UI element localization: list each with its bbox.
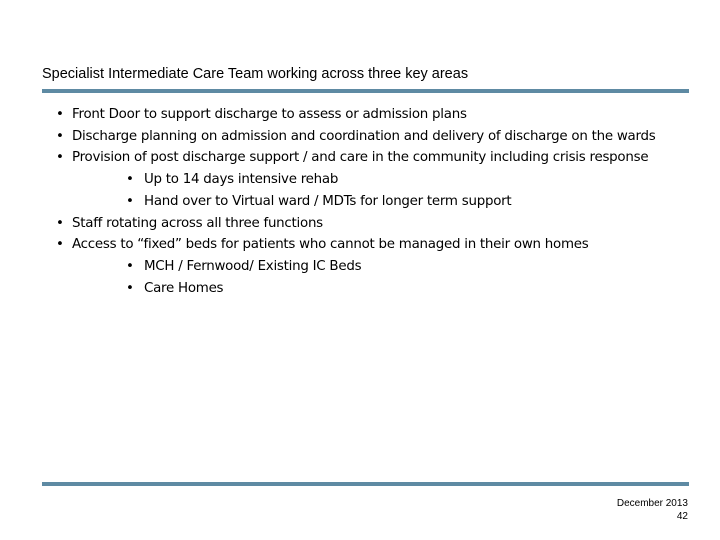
list-item <box>48 213 688 235</box>
bullet-icon: • <box>56 215 64 231</box>
bullet-icon: • <box>126 172 134 188</box>
list-item-text: Front Door to support discharge to assess or admission plans <box>72 107 467 122</box>
list-item <box>48 104 688 126</box>
list-item-text: MCH / Fernwood/ Existing IC Beds <box>144 258 362 274</box>
list-item-text: Up to 14 days intensive rehab <box>144 172 339 188</box>
sub-list-item <box>48 256 688 278</box>
bullet-icon: • <box>56 237 64 253</box>
footer-date: December 2013 <box>616 498 688 509</box>
list-item-text: Staff rotating across all three functions <box>72 215 323 231</box>
list-item-text: Access to “fixed” beds for patients who cannot be managed in their own homes <box>72 237 589 253</box>
list-item <box>48 147 688 169</box>
bullet-icon: • <box>126 258 134 274</box>
bullet-icon: • <box>56 128 64 144</box>
list-item-text: Discharge planning on admission and coordination and delivery of discharge on the wards <box>72 128 656 144</box>
list-item <box>48 126 688 148</box>
bullet-icon: • <box>56 107 64 122</box>
sub-list-item <box>48 169 688 191</box>
list-item-text: Provision of post discharge support / and care in the community including crisis response <box>72 150 649 166</box>
page-number: 42 <box>676 511 688 522</box>
bullet-icon: • <box>126 193 134 209</box>
title-divider <box>42 89 689 93</box>
sub-list-item <box>48 191 688 213</box>
footer-divider <box>42 482 689 486</box>
sub-list-item <box>48 278 688 300</box>
bullet-icon: • <box>126 280 134 296</box>
bullet-icon: • <box>56 150 64 166</box>
bullet-list <box>48 104 688 299</box>
slide-title: Specialist Intermediate Care Team working across three key areas <box>42 66 469 82</box>
list-item-text: Care Homes <box>144 280 224 296</box>
list-item <box>48 234 688 256</box>
list-item-text: Hand over to Virtual ward / MDTs for longer term support <box>144 193 512 209</box>
